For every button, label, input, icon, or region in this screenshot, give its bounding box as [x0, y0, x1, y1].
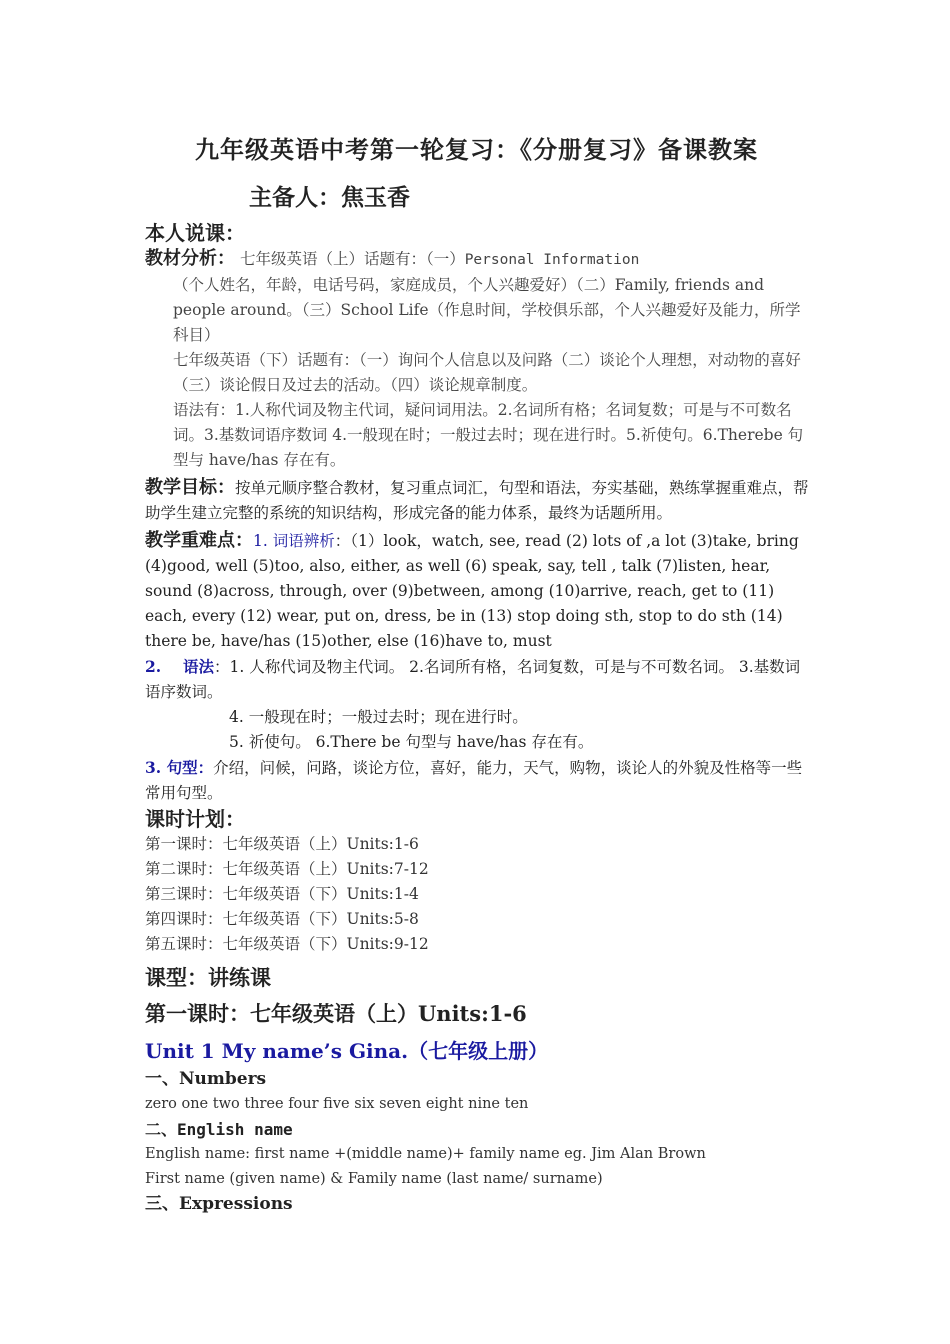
unit1-section2-title: 二、English name	[145, 1120, 293, 1139]
unit1-section3-title: 三、Expressions	[145, 1194, 293, 1214]
self-intro-heading: 本人说课：	[145, 221, 245, 245]
unit1-heading: Unit 1 My name’s Gina.（七年级上册）	[145, 1039, 549, 1063]
teaching-goal	[145, 475, 810, 526]
lesson1-heading: 第一课时：七年级英语（上）Units:1-6	[145, 1001, 527, 1026]
goal-text: 按单元顺序整合教材，复习重点词汇，句型和语法，夯实基础，熟练掌握重难点，帮助学生建立完整的系统的知识结构，形成完备的能力体系，最终为话题所用。	[145, 479, 809, 522]
patterns-label: 3. 句型：	[145, 758, 214, 777]
unit1-section2-line2: First name (given name) & Family name (last name/ surname)	[145, 1171, 603, 1187]
difficulty-item1-text: ：（1）look，watch, see, read (2) lots of ,a lot (3)take, bring (4)good, well (5)too, also, either, as well (6) speak, say, tell , talk (7)listen, hear, sound (8)across, through, over (9)between, among (10)arrive, reach, get to (11) each, every (12) wear, put on, dress, be in (13) stop doing sth, stop to do sth (14) there be, have/has (15)other, else (16)have to, must	[145, 532, 799, 650]
sentence-patterns	[145, 755, 810, 806]
material-line4: 语法有：1.人称代词及物主代词，疑问词用法。2.名词所有格；名词复数；可是与不可数名词。3.基数词语序数词 4.一般现在时；一般过去时；现在进行时。5.祈使句。6.Therebe 句型与 have/has 存在有。	[173, 401, 804, 469]
plan-item: 第一课时：七年级英语（上）Units:1-6	[145, 835, 419, 853]
material-label: 教材分析：	[145, 248, 235, 269]
plan-item: 第五课时：七年级英语（下）Units:9-12	[145, 935, 429, 953]
difficulty-item1-label: 1. 词语辨析	[253, 532, 335, 550]
plan-list	[145, 832, 810, 957]
grammar-line3: 5. 祈使句。 6.There be 句型与 have/has 存在有。	[229, 733, 594, 751]
key-difficulty	[145, 528, 810, 654]
unit1-section1-text: zero one two three four five six seven eight nine ten	[145, 1096, 529, 1112]
grammar-line2: 4. 一般现在时；一般过去时；现在进行时。	[229, 708, 528, 726]
plan-item: 第二课时：七年级英语（上）Units:7-12	[145, 860, 429, 878]
document-title: 九年级英语中考第一轮复习：《分册复习》备课教案	[195, 135, 758, 164]
material-line1-a: 七年级英语（上）话题有：（一）	[239, 250, 465, 268]
plan-heading: 课时计划：	[145, 807, 245, 831]
plan-item: 第三课时：七年级英语（下）Units:1-4	[145, 885, 419, 903]
material-line2: （个人姓名，年龄，电话号码，家庭成员，个人兴趣爱好）（二）Family, friends and people around。（三）School Life（作息时间，学校俱乐部，个人兴趣爱好及能力，所学科目）	[173, 276, 801, 344]
document-page	[145, 130, 810, 1217]
plan-item: 第四课时：七年级英语（下）Units:5-8	[145, 910, 419, 928]
material-analysis	[145, 246, 810, 473]
difficulty-label: 教学重难点：	[145, 530, 253, 551]
grammar-number: 2.	[145, 657, 162, 676]
grammar-block	[145, 654, 810, 755]
grammar-line1: ：1. 人称代词及物主代词。 2.名词所有格，名词复数，可是与不可数名词。 3.基数词语序数词。	[145, 658, 801, 701]
patterns-text: 介绍，问候，问路，谈论方位，喜好，能力，天气，购物，谈论人的外貌及性格等一些常用句型。	[145, 759, 803, 802]
material-line1-b: Personal Information	[464, 252, 640, 268]
unit1-section1-title: 一、Numbers	[145, 1069, 267, 1089]
material-line3: 七年级英语（下）话题有：（一）询问个人信息以及问路（二）谈论个人理想，对动物的喜好（三）谈论假日及过去的活动。（四）谈论规章制度。	[173, 351, 801, 394]
unit1-section2-line1: English name: first name +(middle name)+ family name eg. Jim Alan Brown	[145, 1146, 706, 1162]
author-line: 主备人：焦玉香	[249, 184, 410, 211]
grammar-label: 语法	[183, 657, 215, 676]
goal-label: 教学目标：	[145, 477, 235, 498]
lesson-type: 课型：讲练课	[145, 965, 271, 990]
